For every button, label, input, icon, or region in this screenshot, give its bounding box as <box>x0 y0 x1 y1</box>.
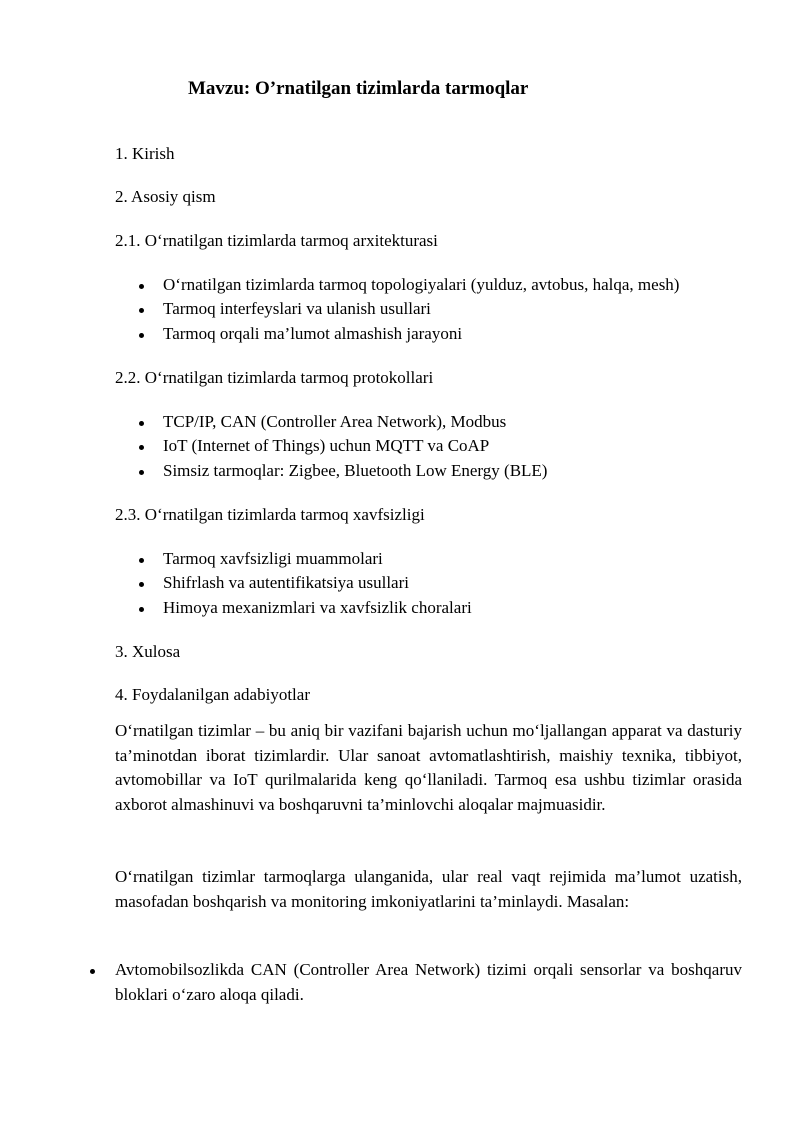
body-bullet-can: Avtomobilsozlikda CAN (Controller Area Network) tizimi orqali sensorlar va boshqaruv bloklari o‘zaro aloqa qiladi. <box>115 960 742 1004</box>
list-item: Himoya mexanizmlari va xavfsizlik choralari <box>163 598 472 617</box>
outline-item-intro: 1. Kirish <box>115 144 175 163</box>
bullet-dot <box>139 421 144 426</box>
bullet-dot <box>90 969 95 974</box>
body-paragraph-intro: O‘rnatilgan tizimlar – bu aniq bir vazifani bajarish uchun mo‘ljallangan apparat va dasturiy ta’minotdan iborat tizimlardir. Ular sanoat avtomatlashtirish, maishiy texnika, tibbiyot, avtomobillar va IoT qurilmalarida keng qo‘llaniladi. Tarmoq esa ushbu tizimlar orasida axborot almashinuvi va boshqaruvni ta’minlovchi aloqalar majmuasidir. <box>115 721 742 814</box>
bullet-dot <box>139 607 144 612</box>
bullet-dot <box>139 284 144 289</box>
list-item: Tarmoq orqali ma’lumot almashish jarayoni <box>163 324 463 343</box>
list-item: Tarmoq xavfsizligi muammolari <box>163 549 383 568</box>
bullet-dot <box>139 558 144 563</box>
bullet-dot <box>139 445 144 450</box>
list-item: Shifrlash va autentifikatsiya usullari <box>163 573 409 592</box>
bullet-dot <box>139 333 144 338</box>
bullet-dot <box>139 470 144 475</box>
section-2-2-heading: 2.2. O‘rnatilgan tizimlarda tarmoq protokollari <box>115 368 434 387</box>
outline-item-main: 2. Asosiy qism <box>115 187 216 206</box>
list-item: Simsiz tarmoqlar: Zigbee, Bluetooth Low Energy (BLE) <box>163 461 548 480</box>
list-item: IoT (Internet of Things) uchun MQTT va CoAP <box>163 436 490 455</box>
body-paragraph-network: O‘rnatilgan tizimlar tarmoqlarga ulanganida, ular real vaqt rejimida ma’lumot uzatish, masofadan boshqarish va monitoring imkoniyatlarini ta’minlaydi. Masalan: <box>115 867 742 911</box>
outline-item-references: 4. Foydalanilgan adabiyotlar <box>115 685 310 704</box>
section-2-1-heading: 2.1. O‘rnatilgan tizimlarda tarmoq arxitekturasi <box>115 231 438 250</box>
document-title: Mavzu: O’rnatilgan tizimlarda tarmoqlar <box>188 78 529 99</box>
list-item: O‘rnatilgan tizimlarda tarmoq topologiyalari (yulduz, avtobus, halqa, mesh) <box>163 275 680 294</box>
bullet-dot <box>139 308 144 313</box>
outline-item-conclusion: 3. Xulosa <box>115 642 181 661</box>
section-2-3-heading: 2.3. O‘rnatilgan tizimlarda tarmoq xavfsizligi <box>115 505 425 524</box>
bullet-dot <box>139 582 144 587</box>
list-item: TCP/IP, CAN (Controller Area Network), Modbus <box>163 412 507 431</box>
list-item: Tarmoq interfeyslari va ulanish usullari <box>163 299 431 318</box>
